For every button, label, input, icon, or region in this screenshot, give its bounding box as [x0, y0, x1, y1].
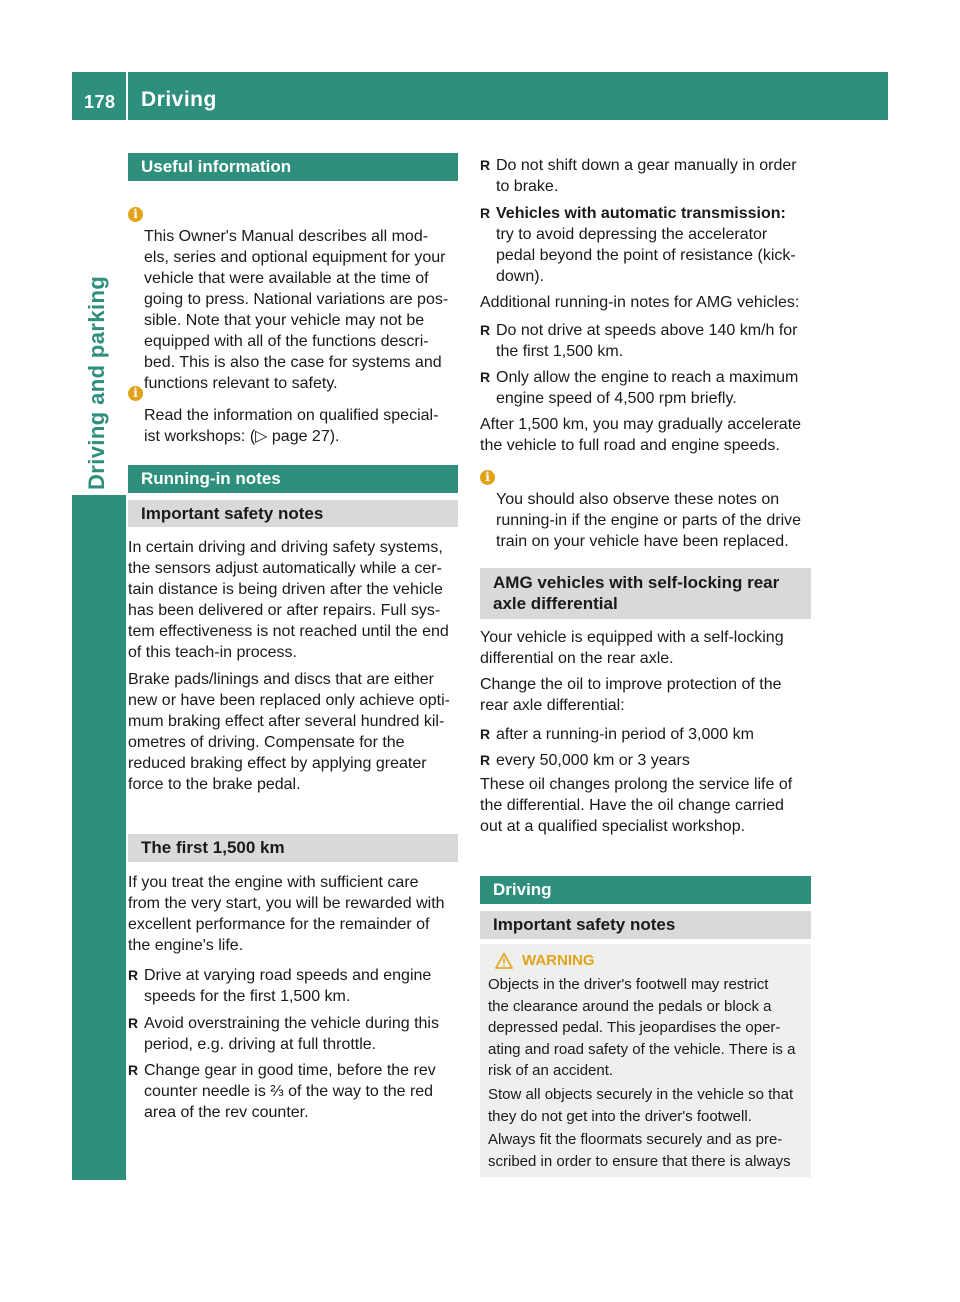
warning-text-1: Objects in the driver's footwell may restrict the clearance around the pedals or block a depressed pedal. This jeopardises the oper- ating and road safety of the vehicle. There is a risk of an accident.	[488, 976, 796, 1079]
info-note-workshops	[128, 384, 458, 447]
warning-text-3: Always fit the floormats securely and as pre- scribed in order to ensure that there is always	[488, 1131, 791, 1170]
paragraph-oil-changes: These oil changes prolong the service life of the differential. Have the oil change carried out at a qualified specialist workshop.	[480, 776, 793, 835]
warning-text-2: Stow all objects securely in the vehicle so that they do not get into the driver's footwell.	[488, 1086, 794, 1125]
section-heading-driving: Driving	[480, 876, 811, 904]
info-text: You should also observe these notes on running-in if the engine or parts of the drive train on your vehicle have been replaced.	[496, 491, 802, 550]
side-tab	[82, 250, 116, 490]
warning-label: WARNING	[522, 952, 595, 969]
info-text: This Owner's Manual describes all mod- els, series and optional equipment for your vehicle that were available at the time of going to press. National variations are pos- sible. Note that your vehicle may not be equipped with all of the functions descri- bed. This is also the case for systems and functions relevant to safety.	[144, 228, 449, 392]
side-tab-label: Driving and parking	[84, 275, 109, 490]
subheading-important-safety-notes: Important safety notes	[128, 500, 458, 527]
bold-label: Vehicles with automatic transmission:	[496, 205, 786, 222]
info-text: Read the information on qualified special- ist workshops: (▷ page 27).	[144, 407, 439, 445]
list-item: R after a running-in period of 3,000 km	[480, 724, 811, 745]
warning-triangle-icon	[495, 952, 513, 970]
info-icon: i	[480, 470, 495, 485]
section-heading-useful-information: Useful information	[128, 153, 458, 181]
subheading-important-safety-notes: Important safety notes	[480, 911, 811, 939]
section-heading-first-1500: The first 1,500 km	[128, 834, 458, 862]
info-note-owners-manual	[128, 205, 458, 394]
paragraph-brake-pads: Brake pads/linings and discs that are either new or have been replaced only achieve opti- mum braking effect after several hundred kil- ometres of driving. Compensate for the reduced braking effect by applying greater force to the brake pedal.	[128, 671, 450, 793]
paragraph-change-oil: Change the oil to improve protection of the rear axle differential:	[480, 676, 782, 714]
list-item: R Do not shift down a gear manually in order to brake.	[480, 155, 811, 197]
paragraph-after-1500: After 1,500 km, you may gradually accelerate the vehicle to full road and engine speeds.	[480, 416, 802, 454]
info-icon: i	[128, 207, 143, 222]
list-item: R Drive at varying road speeds and engine speeds for the first 1,500 km.	[128, 965, 458, 1007]
page-title: Driving	[141, 88, 217, 111]
list-item-text: try to avoid depressing the accelerator pedal beyond the point of resistance (kick- down).	[496, 226, 796, 285]
list-item-automatic-transmission	[480, 203, 811, 287]
list-item: R Change gear in good time, before the rev counter needle is ⅔ of the way to the red area of the rev counter.	[128, 1060, 458, 1123]
info-note-replaced	[480, 468, 811, 552]
info-icon: i	[128, 386, 143, 401]
paragraph-teach-in: In certain driving and driving safety systems, the sensors adjust automatically while a cer- tain distance is being driven after the vehicle has been delivered or after repairs. Full sys- tem effectiveness is not reached until the end of this teach-in process.	[128, 539, 449, 661]
page-number: 178	[84, 92, 116, 112]
side-tab-block	[72, 495, 126, 1180]
section-heading-running-in: Running-in notes	[128, 465, 458, 493]
header-divider	[126, 72, 128, 120]
section-heading-amg-differential: AMG vehicles with self-locking rear axle differential	[480, 568, 811, 619]
paragraph-differential-equipped: Your vehicle is equipped with a self-locking differential on the rear axle.	[480, 629, 784, 667]
list-item: R Do not drive at speeds above 140 km/h for the first 1,500 km.	[480, 320, 811, 362]
list-item: R every 50,000 km or 3 years	[480, 750, 811, 771]
list-item: R Avoid overstraining the vehicle during this period, e.g. driving at full throttle.	[128, 1013, 458, 1055]
paragraph-first-1500: If you treat the engine with sufficient care from the very start, you will be rewarded with excellent performance for the remainder of the engine's life.	[128, 874, 445, 954]
paragraph-amg-intro: Additional running-in notes for AMG vehicles:	[480, 294, 800, 311]
warning-box	[480, 944, 811, 1177]
list-item: R Only allow the engine to reach a maximum engine speed of 4,500 rpm briefly.	[480, 367, 811, 409]
